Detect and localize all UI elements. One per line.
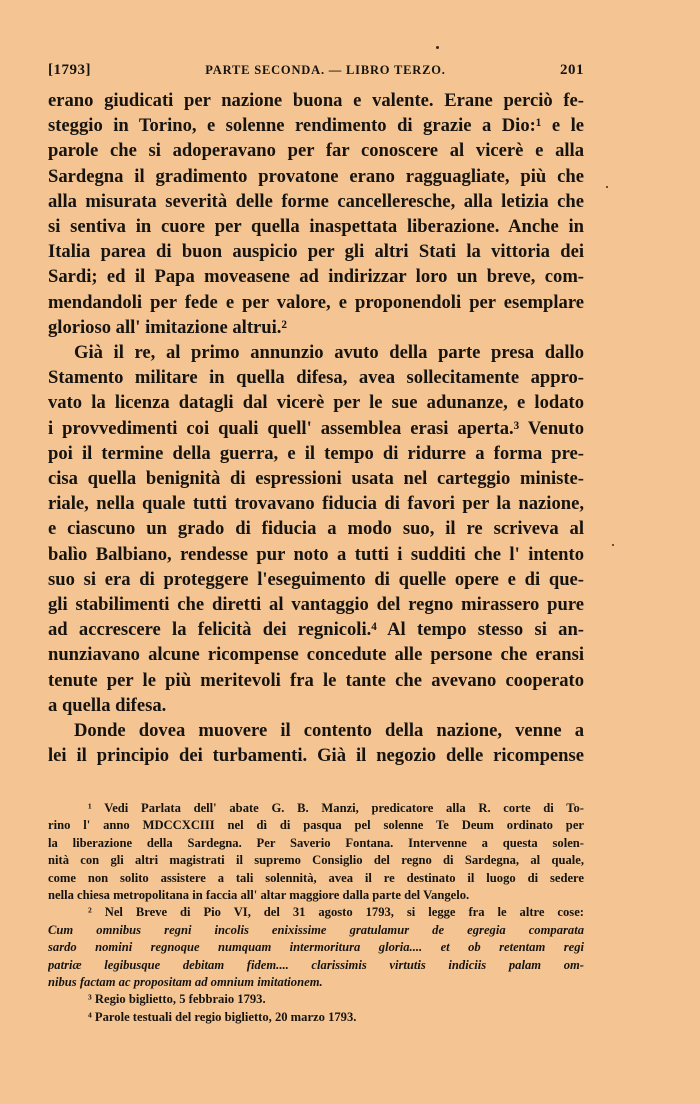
- footnote-2: [48, 904, 584, 991]
- text-line: a quella difesa.: [48, 694, 167, 716]
- text-line: Stamento militare in quella difesa, avea sollecitamente appro-: [48, 367, 584, 389]
- text-line: cisa quella benignità di espressioni usata nel carteggio ministe-: [48, 468, 584, 490]
- text-line: gli stabilimenti che diretti al vantaggio del regno mirassero pure: [48, 594, 584, 616]
- text-line: Italia parea di buon auspicio per gli altri Stati la vittoria dei: [48, 241, 584, 263]
- footnote-line: patriæ legibusque debitam fidem.... clarissimis virtutis indiciis palam om-: [48, 957, 584, 972]
- footnotes: [48, 800, 584, 1026]
- text-line: Già il re, al primo annunzio avuto della parte presa dallo: [74, 342, 584, 364]
- text-line: Donde dovea muovere il contento della nazione, venne a: [74, 720, 584, 742]
- footnote-4: [48, 1009, 584, 1026]
- text-line: glorioso all' imitazione altrui.²: [48, 316, 288, 338]
- footnote-line: la liberazione della Sardegna. Per Saverio Fontana. Intervenne a questa solen-: [48, 835, 584, 850]
- footnote-line: nità con gli altri magistrati il supremo Consiglio del regno di Sardegna, al quale,: [48, 853, 584, 868]
- book-page: [48, 62, 584, 768]
- footnote-line: ¹ Vedi Parlata dell' abate G. B. Manzi, predicatore alla R. corte di To-: [88, 801, 584, 815]
- text-line: alla misurata severità delle forme cancelleresche, alla letizia che: [48, 190, 584, 212]
- footnote-line: Cum omnibus regni incolis enixissime gratulamur de egregia comparata: [48, 922, 584, 937]
- text-line: ad accrescere la felicità dei regnicoli.⁴ Al tempo stesso si an-: [48, 619, 584, 641]
- text-line: Sardi; ed il Papa moveasene ad indirizzar loro un breve, com-: [48, 266, 584, 288]
- ink-speck: [612, 544, 614, 546]
- footnote-line: ³ Regio biglietto, 5 febbraio 1793.: [88, 992, 266, 1007]
- main-text: [48, 88, 584, 768]
- text-line: suo si era di proteggere l'eseguimento di quelle opere e di que-: [48, 568, 584, 590]
- footnote-line: come non solito assistere a tali solennità, avea il re destinato il luogo di sedere: [48, 870, 584, 885]
- text-line: e ciascuno un grado di fiducia a modo suo, il re scriveva al: [48, 518, 584, 540]
- footnote-line: ² Nel Breve di Pio VI, del 31 agosto 1793, si legge fra le altre cose:: [88, 905, 584, 920]
- text-line: tenute per le più meritevoli fra le tante che avevano cooperato: [48, 669, 584, 691]
- text-line: steggio in Torino, e solenne rendimento di grazie a Dio:¹ e le: [48, 115, 584, 137]
- footnote-line: rino l' anno MDCCXCIII nel dì di pasqua pel solenne Te Deum ordinato per: [48, 818, 584, 833]
- text-line: balìo Balbiano, rendesse pur noto a tutti i sudditi che l' intento: [48, 543, 584, 565]
- text-line: i provvedimenti coi quali quell' assemblea erasi aperta.³ Venuto: [48, 417, 584, 439]
- footnote-line: nella chiesa metropolitana in faccia all' altar maggiore dalla parte del Vangelo.: [48, 888, 470, 903]
- text-line: poi il termine della guerra, e il tempo di ridurre a forma pre-: [48, 442, 584, 464]
- running-header: [48, 62, 584, 88]
- text-line: mendandoli per fede e per valore, e proponendoli per esemplare: [48, 291, 584, 313]
- text-line: lei il principio dei turbamenti. Già il negozio delle ricompense: [48, 745, 584, 767]
- footnote-3: [48, 991, 584, 1008]
- text-line: riale, nella quale tutti trovavano fiducia di favori per la nazione,: [48, 493, 584, 515]
- text-line: nunziavano alcune ricompense concedute alle persone che eransi: [48, 644, 584, 666]
- footnote-line: nibus factam ac propositam ad omnium imitationem.: [48, 975, 323, 990]
- ink-speck: [606, 186, 608, 188]
- page-number: 201: [560, 62, 584, 78]
- text-line: si sentiva in cuore per quella inaspettata liberazione. Anche in: [48, 216, 584, 238]
- footnote-1: [48, 800, 584, 904]
- ink-speck: [436, 46, 439, 49]
- text-line: vato la licenza datagli dal vicerè per le sue adunanze, e lodato: [48, 392, 584, 414]
- footnote-line: ⁴ Parole testuali del regio biglietto, 20 marzo 1793.: [88, 1009, 357, 1024]
- text-line: erano giudicati per nazione buona e valente. Erane perciò fe-: [48, 90, 584, 111]
- text-line: parole che si adoperavano per far conoscere al vicerè e alla: [48, 140, 584, 162]
- footnote-line: sardo nomini regnoque numquam intermoritura gloria.... et ob retentam regi: [48, 940, 584, 955]
- header-section-title: PARTE SECONDA. — LIBRO TERZO.: [205, 63, 446, 77]
- text-line: Sardegna il gradimento provatone erano ragguagliate, più che: [48, 165, 584, 187]
- header-year: [1793]: [48, 62, 91, 78]
